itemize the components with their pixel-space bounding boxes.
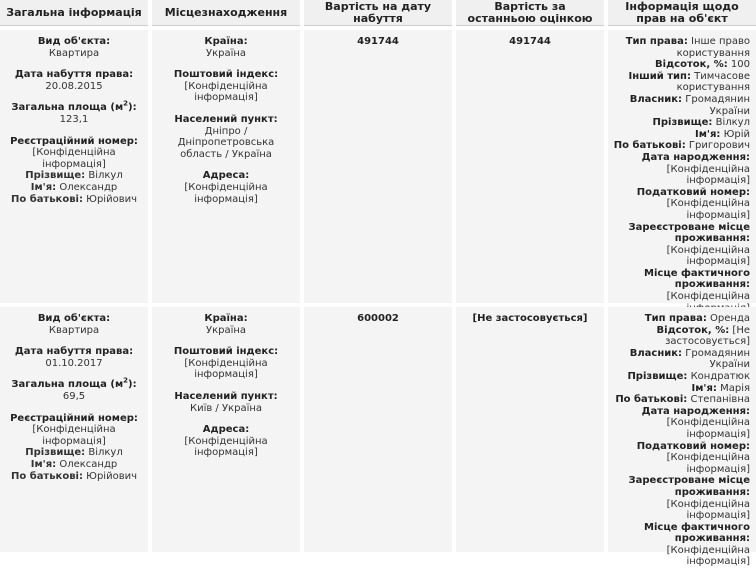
rights-cell bbox=[608, 307, 756, 568]
locality-value: Київ / Україна bbox=[189, 402, 263, 414]
total-area-value: 69,5 bbox=[62, 390, 86, 402]
cost-acquisition-value: 491744 bbox=[357, 36, 399, 47]
rights-surname: Прізвище: Кондратюк bbox=[627, 370, 750, 382]
share: Відсоток, %: 100 bbox=[655, 59, 750, 71]
rights-name: Ім'я: Юрій bbox=[695, 128, 750, 140]
tax-number: Податковий номер: [Конфіденційна інформація] bbox=[636, 440, 750, 475]
rights-surname: Прізвище: Вілкул bbox=[652, 117, 750, 129]
acquisition-date-value: 01.10.2017 bbox=[45, 357, 103, 369]
rights-cell bbox=[608, 30, 756, 303]
registration-number-value: [Конфіденційна інформація] bbox=[32, 424, 116, 447]
object-type-label: Вид об'єкта: bbox=[37, 313, 111, 324]
country-label: Країна: bbox=[204, 36, 248, 47]
registered-residence: Зареєстроване місце проживання: [Конфіденційна інформація] bbox=[628, 221, 750, 268]
header-cost-last: Вартість за останньою оцінкою bbox=[456, 0, 604, 26]
rights-patronymic: По батькові: Степанівна bbox=[615, 394, 750, 406]
address-value: [Конфіденційна інформація] bbox=[184, 435, 268, 459]
postal-code-label: Поштовий індекс: bbox=[173, 69, 279, 81]
postal-code-label: Поштовий індекс: bbox=[173, 346, 279, 358]
owner: Власник: Громадянин України bbox=[629, 347, 750, 371]
country-label: Країна: bbox=[204, 313, 248, 324]
cost-last-value: 491744 bbox=[509, 36, 551, 47]
location-cell bbox=[152, 30, 300, 303]
country-value: Україна bbox=[205, 324, 247, 336]
cost-last-cell bbox=[456, 307, 604, 552]
acquisition-date-label: Дата набуття права: bbox=[14, 346, 134, 358]
locality-label: Населений пункт: bbox=[174, 390, 278, 402]
address-value: [Конфіденційна інформація] bbox=[184, 181, 268, 205]
registration-number-value: [Конфіденційна інформація] bbox=[32, 147, 116, 170]
owner-patronymic: По батькові: Юрійович bbox=[10, 193, 137, 205]
registered-residence: Зареєстроване місце проживання: [Конфіденційна інформація] bbox=[628, 475, 750, 522]
postal-code-value: [Конфіденційна інформація] bbox=[184, 357, 268, 381]
object-type-value: Квартира bbox=[48, 324, 100, 336]
other-type: Інший тип: Тимчасове користування bbox=[628, 70, 750, 94]
general-info-cell bbox=[0, 307, 148, 552]
locality-label: Населений пункт: bbox=[174, 113, 278, 125]
cost-acquisition-value: 600002 bbox=[357, 313, 399, 324]
total-area-label: Загальна площа $(м^2)$: bbox=[11, 377, 137, 391]
owner-name: Ім'я: Олександр bbox=[30, 458, 118, 470]
right-type: Тип права: Оренда bbox=[644, 313, 750, 324]
total-area-value: 123,1 bbox=[59, 113, 89, 125]
header-rights: Інформація щодо прав на об'єкт bbox=[608, 0, 756, 26]
country-value: Україна bbox=[205, 47, 247, 59]
header-general: Загальна інформація bbox=[0, 0, 148, 26]
actual-residence: Місце фактичного проживання: [Конфіденційна інформація] bbox=[644, 521, 750, 568]
right-type: Тип права: Інше право користування bbox=[625, 36, 750, 59]
registration-number-label: Реєстраційний номер: bbox=[10, 412, 138, 424]
acquisition-date-label: Дата набуття права: bbox=[14, 69, 134, 81]
cost-acquisition-cell bbox=[304, 307, 452, 552]
registration-number-label: Реєстраційний номер: bbox=[10, 135, 138, 147]
acquisition-date-value: 20.08.2015 bbox=[45, 80, 103, 92]
rights-patronymic: По батькові: Григорович bbox=[613, 140, 750, 152]
general-info-cell bbox=[0, 30, 148, 303]
address-label: Адреса: bbox=[202, 424, 250, 436]
cost-last-cell bbox=[456, 30, 604, 303]
header-location: Місцезнаходження bbox=[152, 0, 300, 26]
rights-name: Ім'я: Марія bbox=[691, 382, 750, 394]
address-label: Адреса: bbox=[202, 170, 250, 182]
owner: Власник: Громадянин України bbox=[629, 93, 750, 117]
owner-name: Ім'я: Олександр bbox=[30, 181, 118, 193]
total-area-label: Загальна площа $(м^2)$: bbox=[11, 100, 137, 114]
owner-surname: Прізвище: Вілкул bbox=[25, 447, 123, 459]
tax-number: Податковий номер: [Конфіденційна інформація] bbox=[636, 186, 750, 221]
owner-surname: Прізвище: Вілкул bbox=[25, 170, 123, 182]
postal-code-value: [Конфіденційна інформація] bbox=[184, 80, 268, 104]
object-type-label: Вид об'єкта: bbox=[37, 36, 111, 47]
location-cell bbox=[152, 307, 300, 552]
birth-date: Дата народження: [Конфіденційна інформація] bbox=[641, 405, 750, 440]
share: Відсоток, %: [Не застосовується] bbox=[656, 324, 750, 348]
object-type-value: Квартира bbox=[48, 47, 100, 59]
cost-acquisition-cell bbox=[304, 30, 452, 303]
actual-residence: Місце фактичного проживання: [Конфіденційна bbox=[644, 267, 750, 303]
owner-patronymic: По батькові: Юрійович bbox=[10, 470, 137, 482]
header-cost-acquisition: Вартість на дату набуття bbox=[304, 0, 452, 26]
birth-date: Дата народження: [Конфіденційна інформація] bbox=[641, 151, 750, 187]
cost-last-value: [Не застосовується] bbox=[472, 313, 588, 324]
locality-value: Дніпро / Дніпропетровська область / Україна bbox=[177, 125, 275, 160]
